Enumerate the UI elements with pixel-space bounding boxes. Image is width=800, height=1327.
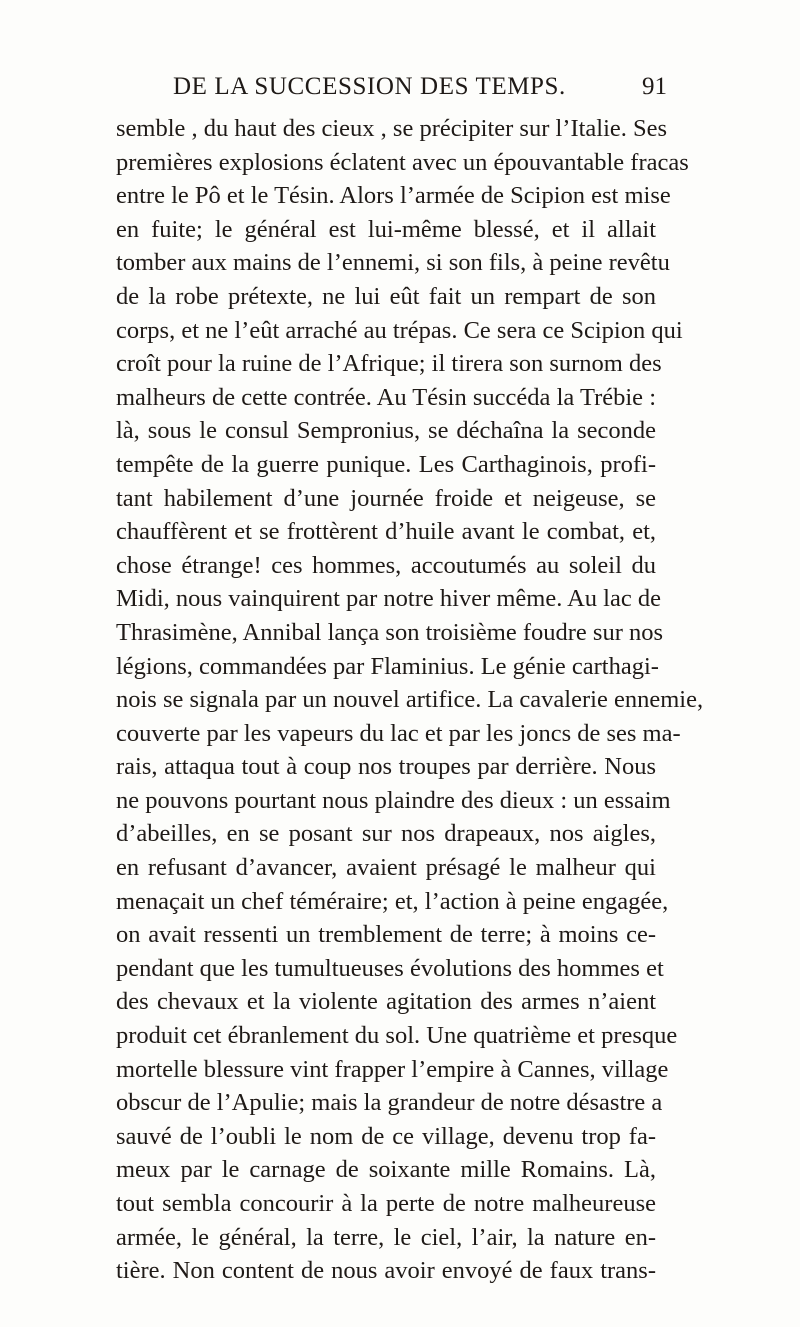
- text-line: produit cet ébranlement du sol. Une quatrième et presque: [116, 1022, 678, 1050]
- text-line: d’abeilles, en se posant sur nos drapeaux, nos aigles,: [116, 820, 656, 848]
- text-line: tière. Non content de nous avoir envoyé de faux trans-: [116, 1257, 656, 1285]
- text-line: rais, attaqua tout à coup nos troupes par derrière. Nous: [116, 753, 656, 781]
- text-line: meux par le carnage de soixante mille Romains. Là,: [116, 1156, 656, 1184]
- text-line: chauffèrent et se frottèrent d’huile avant le combat, et,: [116, 518, 656, 546]
- text-line: armée, le général, la terre, le ciel, l’air, la nature en-: [116, 1223, 656, 1251]
- running-title: DE LA SUCCESSION DES TEMPS.: [173, 73, 566, 100]
- text-line: Thrasimène, Annibal lança son troisième foudre sur nos: [116, 618, 664, 646]
- page-number: 91: [642, 73, 667, 100]
- text-line: menaçait un chef téméraire; et, l’action à peine engagée,: [116, 887, 669, 915]
- text-line: sauvé de l’oubli le nom de ce village, devenu trop fa-: [116, 1122, 656, 1150]
- text-line: tempête de la guerre punique. Les Carthaginois, profi-: [116, 450, 656, 478]
- text-line: tout sembla concourir à la perte de notre malheureuse: [116, 1190, 656, 1217]
- text-line: tant habilement d’une journée froide et neigeuse, se: [116, 484, 656, 512]
- body-text: [116, 112, 704, 1288]
- text-line: on avait ressenti un tremblement de terre; à moins ce-: [116, 921, 656, 949]
- text-line: obscur de l’Apulie; mais la grandeur de notre désastre a: [116, 1089, 663, 1117]
- text-line: mortelle blessure vint frapper l’empire à Cannes, village: [116, 1055, 669, 1083]
- text-line: entre le Pô et le Tésin. Alors l’armée de Scipion est mise: [116, 182, 671, 210]
- text-line: premières explosions éclatent avec un épouvantable fracas: [116, 148, 689, 176]
- text-line: malheurs de cette contrée. Au Tésin succéda la Trébie :: [116, 383, 656, 411]
- text-line: là, sous le consul Sempronius, se déchaîna la seconde: [116, 417, 656, 445]
- text-line: en refusant d’avancer, avaient présagé le malheur qui: [116, 854, 656, 882]
- text-line: pendant que les tumultueuses évolutions des hommes et: [116, 954, 664, 982]
- text-line: en fuite; le général est lui-même blessé, et il allait: [116, 215, 656, 243]
- text-line: nois se signala par un nouvel artifice. La cavalerie ennemie,: [116, 686, 704, 714]
- text-line: légions, commandées par Flaminius. Le génie carthagi-: [116, 652, 659, 680]
- text-line: chose étrange! ces hommes, accoutumés au soleil du: [116, 551, 656, 579]
- text-line: des chevaux et la violente agitation des armes n’aient: [116, 988, 656, 1016]
- text-line: de la robe prétexte, ne lui eût fait un rempart de son: [116, 282, 656, 310]
- text-line: Midi, nous vainquirent par notre hiver même. Au lac de: [116, 585, 661, 613]
- text-line: tomber aux mains de l’ennemi, si son fils, à peine revêtu: [116, 249, 670, 277]
- text-line: couverte par les vapeurs du lac et par les joncs de ses ma-: [116, 719, 681, 747]
- text-line: croît pour la ruine de l’Afrique; il tirera son surnom des: [116, 350, 662, 378]
- text-line: semble , du haut des cieux , se précipiter sur l’Italie. Ses: [116, 115, 668, 142]
- text-line: ne pouvons pourtant nous plaindre des dieux : un essaim: [116, 786, 671, 814]
- text-line: corps, et ne l’eût arraché au trépas. Ce sera ce Scipion qui: [116, 316, 683, 344]
